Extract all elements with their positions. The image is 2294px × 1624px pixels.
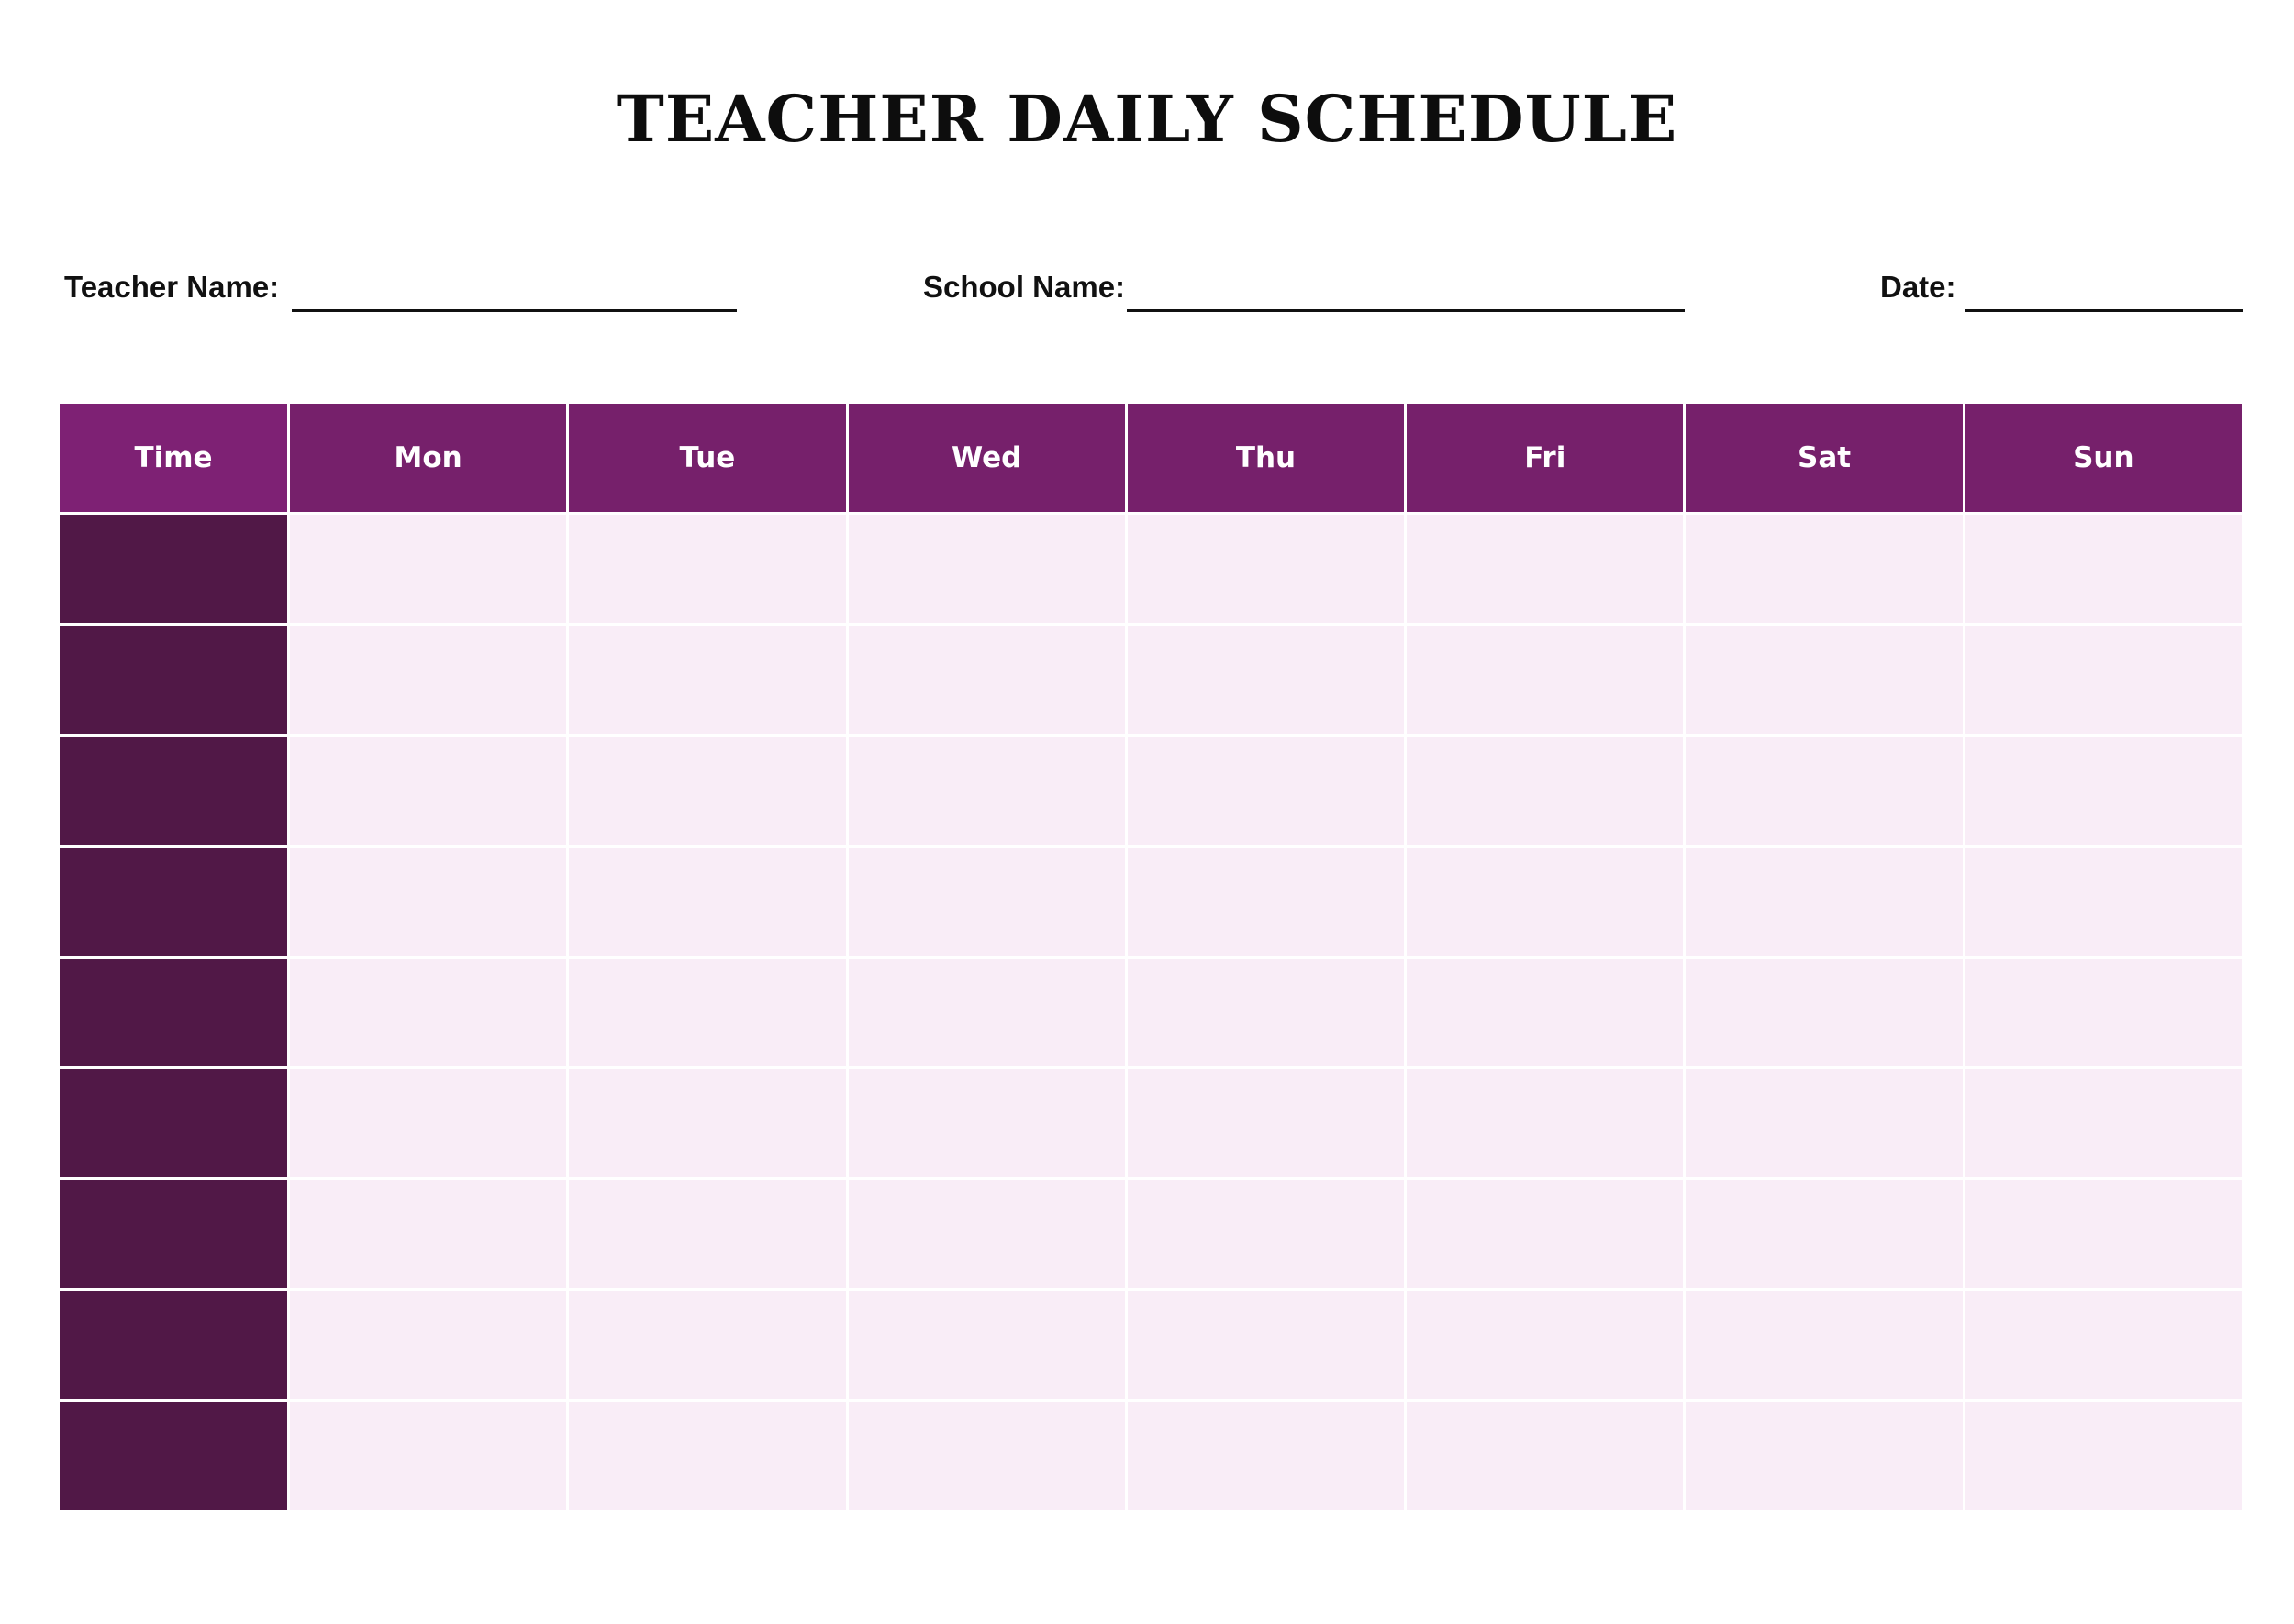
schedule-cell-thu[interactable] [1128,1291,1404,1399]
time-cell[interactable] [60,1291,287,1399]
school-name-field [923,266,1685,312]
teacher-name-line[interactable] [292,309,737,312]
schedule-cell-sun[interactable] [1965,1180,2242,1288]
schedule-cell-wed[interactable] [849,1069,1125,1177]
time-cell[interactable] [60,626,287,734]
column-header-fri: Fri [1407,404,1683,512]
schedule-cell-sat[interactable] [1686,959,1962,1067]
schedule-cell-mon[interactable] [290,1402,566,1510]
schedule-cell-sun[interactable] [1965,626,2242,734]
schedule-cell-mon[interactable] [290,1180,566,1288]
schedule-cell-thu[interactable] [1128,959,1404,1067]
schedule-cell-sat[interactable] [1686,848,1962,956]
schedule-cell-sat[interactable] [1686,737,1962,845]
schedule-cell-mon[interactable] [290,626,566,734]
schedule-cell-tue[interactable] [569,959,845,1067]
schedule-cell-sun[interactable] [1965,959,2242,1067]
teacher-name-label: Teacher Name: [64,270,280,304]
schedule-cell-tue[interactable] [569,1069,845,1177]
schedule-cell-wed[interactable] [849,1402,1125,1510]
schedule-cell-wed[interactable] [849,515,1125,623]
schedule-cell-fri[interactable] [1407,1402,1683,1510]
column-header-thu: Thu [1128,404,1404,512]
schedule-cell-wed[interactable] [849,959,1125,1067]
time-cell[interactable] [60,959,287,1067]
column-header-mon: Mon [290,404,566,512]
schedule-cell-sat[interactable] [1686,1402,1962,1510]
school-name-label: School Name: [923,270,1126,304]
schedule-cell-sun[interactable] [1965,1402,2242,1510]
schedule-cell-tue[interactable] [569,848,845,956]
schedule-cell-sun[interactable] [1965,515,2242,623]
schedule-cell-wed[interactable] [849,1180,1125,1288]
schedule-cell-sun[interactable] [1965,737,2242,845]
schedule-cell-mon[interactable] [290,737,566,845]
schedule-cell-sun[interactable] [1965,848,2242,956]
schedule-cell-thu[interactable] [1128,626,1404,734]
schedule-cell-sat[interactable] [1686,515,1962,623]
date-field [1880,266,2243,312]
schedule-table [60,404,2242,1510]
schedule-cell-wed[interactable] [849,848,1125,956]
school-name-line[interactable] [1127,309,1685,312]
schedule-cell-fri[interactable] [1407,959,1683,1067]
schedule-cell-mon[interactable] [290,959,566,1067]
schedule-cell-fri[interactable] [1407,1069,1683,1177]
column-header-tue: Tue [569,404,845,512]
schedule-cell-mon[interactable] [290,1069,566,1177]
schedule-cell-sun[interactable] [1965,1069,2242,1177]
time-cell[interactable] [60,1180,287,1288]
schedule-cell-thu[interactable] [1128,848,1404,956]
schedule-cell-sun[interactable] [1965,1291,2242,1399]
schedule-cell-wed[interactable] [849,626,1125,734]
time-cell[interactable] [60,1402,287,1510]
schedule-cell-fri[interactable] [1407,1180,1683,1288]
schedule-cell-sat[interactable] [1686,1291,1962,1399]
time-cell[interactable] [60,1069,287,1177]
column-header-wed: Wed [849,404,1125,512]
column-header-sun: Sun [1965,404,2242,512]
schedule-cell-fri[interactable] [1407,626,1683,734]
schedule-cell-fri[interactable] [1407,1291,1683,1399]
schedule-cell-tue[interactable] [569,1402,845,1510]
schedule-cell-thu[interactable] [1128,1069,1404,1177]
column-header-sat: Sat [1686,404,1962,512]
schedule-cell-tue[interactable] [569,737,845,845]
schedule-cell-wed[interactable] [849,737,1125,845]
schedule-cell-tue[interactable] [569,626,845,734]
schedule-cell-thu[interactable] [1128,737,1404,845]
schedule-cell-mon[interactable] [290,1291,566,1399]
schedule-cell-thu[interactable] [1128,1180,1404,1288]
schedule-cell-fri[interactable] [1407,515,1683,623]
schedule-cell-tue[interactable] [569,1291,845,1399]
schedule-cell-mon[interactable] [290,848,566,956]
time-cell[interactable] [60,515,287,623]
schedule-cell-wed[interactable] [849,1291,1125,1399]
column-header-time: Time [60,404,287,512]
teacher-name-field [64,266,737,312]
page-title: TEACHER DAILY SCHEDULE [616,81,1678,157]
schedule-cell-mon[interactable] [290,515,566,623]
schedule-cell-sat[interactable] [1686,626,1962,734]
schedule-cell-tue[interactable] [569,1180,845,1288]
schedule-cell-sat[interactable] [1686,1180,1962,1288]
date-label: Date: [1880,270,1956,304]
date-line[interactable] [1965,309,2243,312]
schedule-cell-sat[interactable] [1686,1069,1962,1177]
time-cell[interactable] [60,848,287,956]
schedule-cell-thu[interactable] [1128,1402,1404,1510]
schedule-cell-tue[interactable] [569,515,845,623]
time-cell[interactable] [60,737,287,845]
schedule-cell-fri[interactable] [1407,848,1683,956]
schedule-cell-thu[interactable] [1128,515,1404,623]
schedule-cell-fri[interactable] [1407,737,1683,845]
